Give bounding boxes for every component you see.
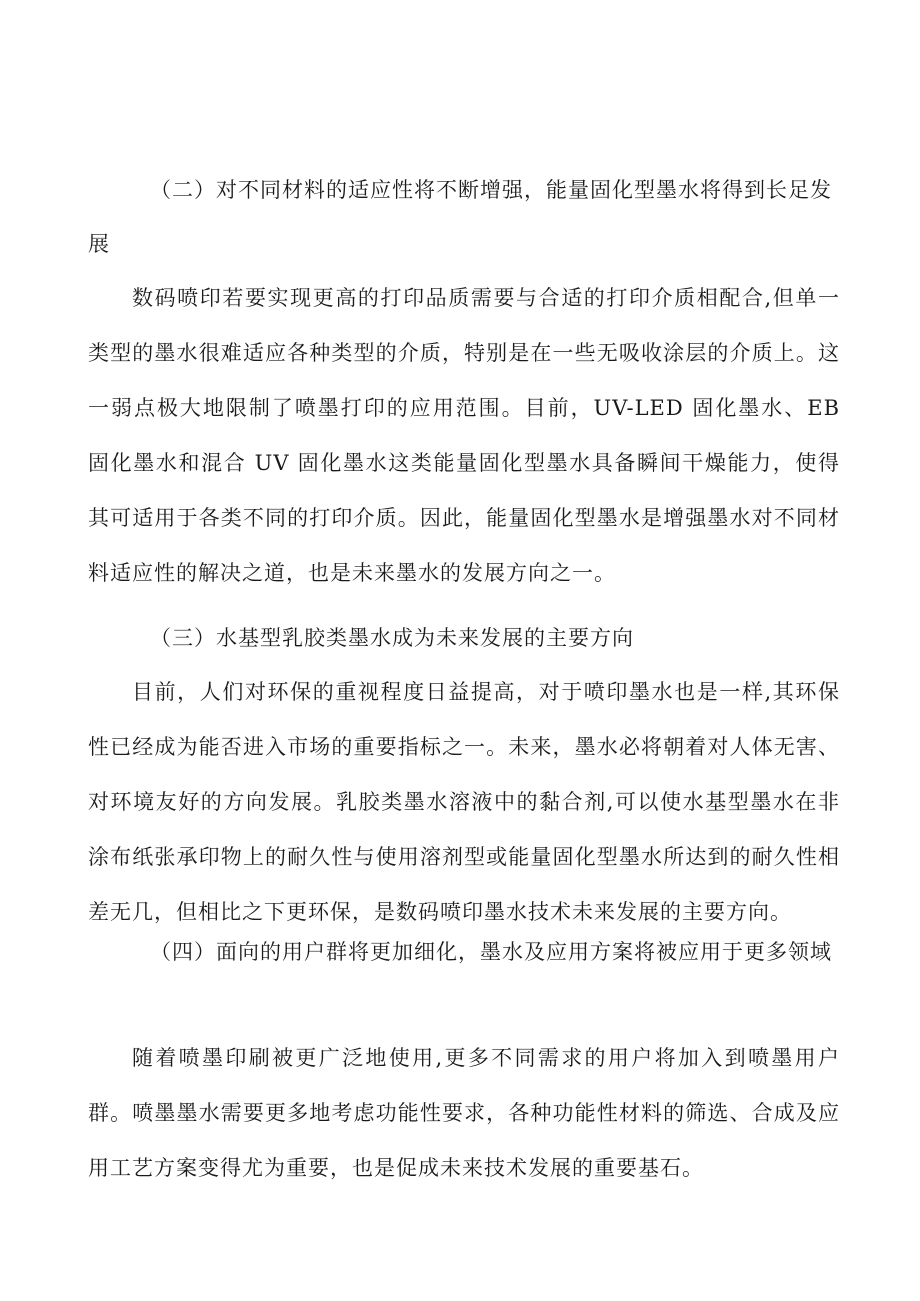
section-heading-3: （三）水基型乳胶类墨水成为未来发展的主要方向 bbox=[150, 626, 634, 650]
section-heading-2: （二）对不同材料的适应性将不断增强，能量固化型墨水将得到长足发展 bbox=[88, 178, 832, 256]
section-paragraph-3: 目前，人们对环保的重视程度日益提高，对于喷印墨水也是一样,其环保性已经成为能否进入市场的重要指标之一。未来，墨水必将朝着对人体无害、对环境友好的方向发展。乳胶类墨水溶液中的黏合剂,可以使水基型墨水在非涂布纸张承印物上的耐久性与使用溶剂型或能量固化型墨水所达到的耐久性相差无几，但相比之下更环保，是数码喷印墨水技术未来发展的主要方向。 bbox=[88, 680, 840, 924]
section-heading-4: （四）面向的用户群将更加细化，墨水及应用方案将被应用于更多领域 bbox=[150, 940, 832, 964]
section-paragraph-4: 随着喷墨印刷被更广泛地使用,更多不同需求的用户将加入到喷墨用户群。喷墨墨水需要更多地考虑功能性要求，各种功能性材料的筛选、合成及应用工艺方案变得尤为重要，也是促成未来技术发展的重要基石。 bbox=[88, 1046, 840, 1180]
section-paragraph-2: 数码喷印若要实现更高的打印品质需要与合适的打印介质相配合,但单一类型的墨水很难适应各种类型的介质，特别是在一些无吸收涂层的介质上。这一弱点极大地限制了喷墨打印的应用范围。目前，UV-LED 固化墨水、EB 固化墨水和混合 UV 固化墨水这类能量固化型墨水具备瞬间干燥能力，使得其可适用于各类不同的打印介质。因此，能量固化型墨水是增强墨水对不同材料适应性的解决之道，也是未来墨水的发展方向之一。 bbox=[88, 286, 840, 585]
